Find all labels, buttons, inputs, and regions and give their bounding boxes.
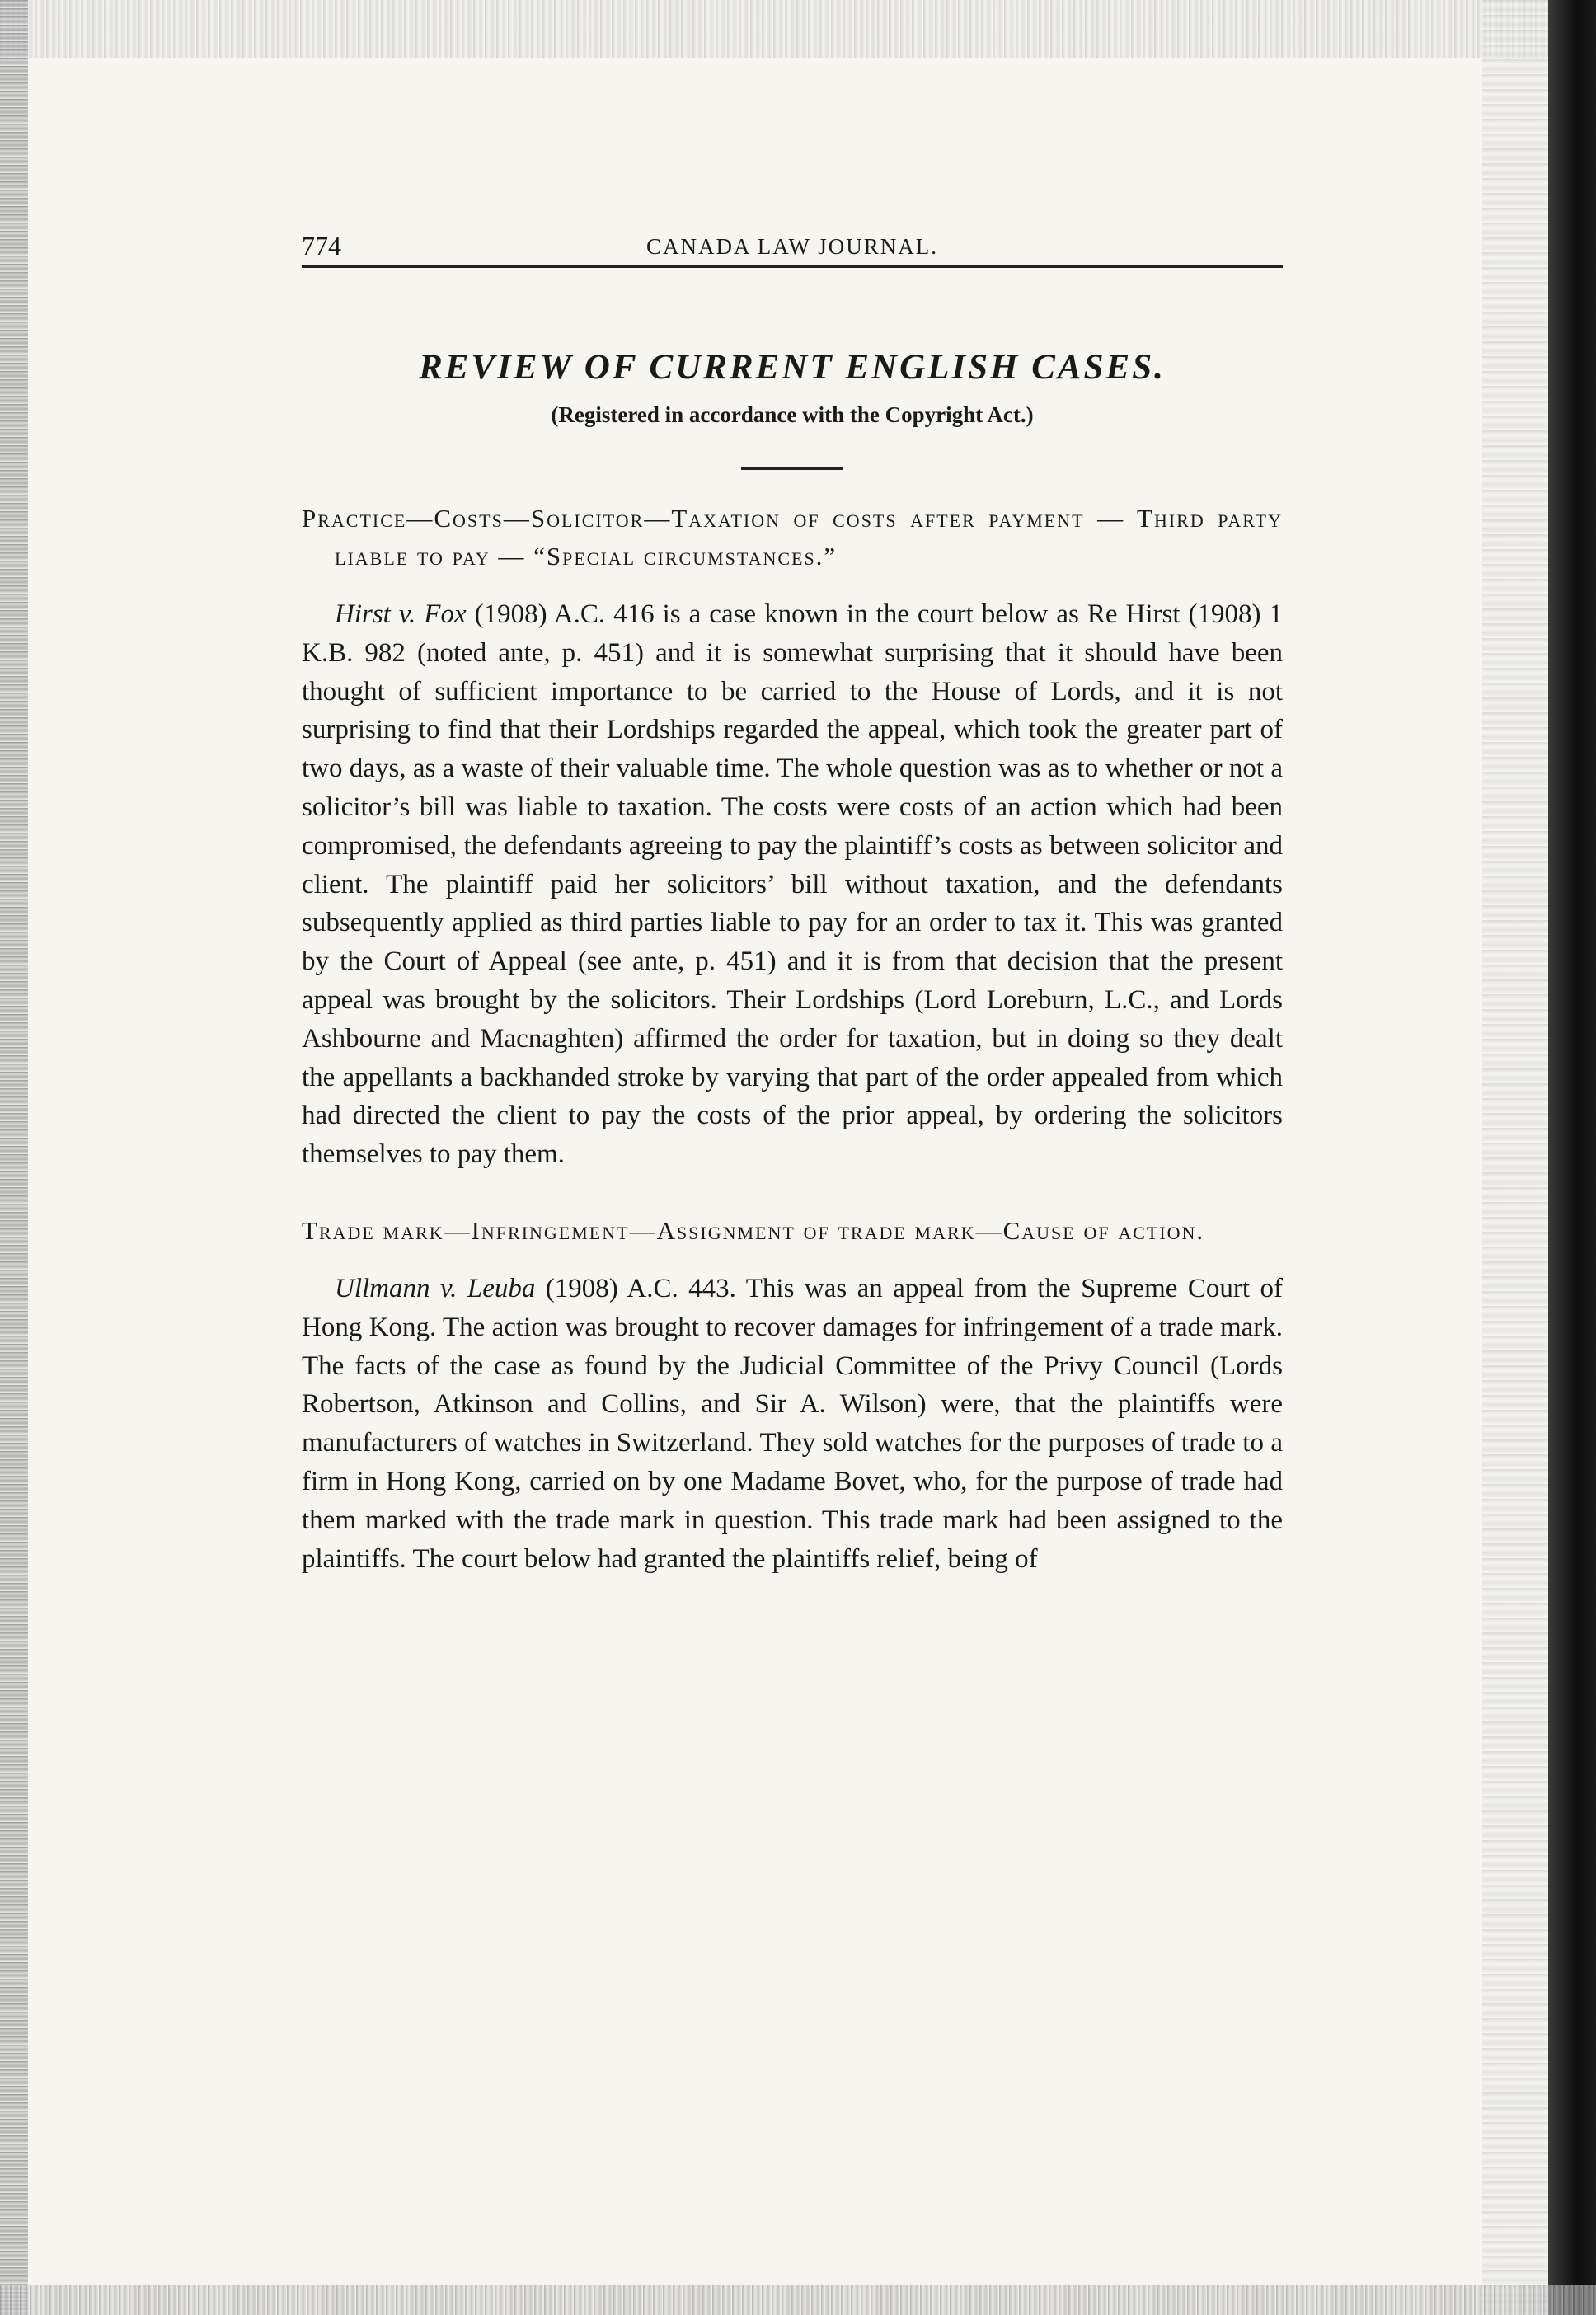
scan-edge-bottom	[0, 2285, 1596, 2315]
article-heading-trade-mark: Trade mark—Infringement—Assignment of trade mark—Cause of action.	[302, 1215, 1205, 1245]
section-subtitle: (Registered in accordance with the Copyright Act.)	[551, 402, 1034, 427]
section-divider	[741, 467, 843, 470]
article-text-hirst-v-fox: (1908) A.C. 416 is a case known in the court below as Re Hirst (1908) 1 K.B. 982 (noted ante, p. 451) and it is somewhat surprising that it should have been thought of sufficient importance to be carried to the House of Lords, and it is not surprising to find that their Lordships regarded the appeal, which took the greater part of two days, as a waste of their valuable time. The whole question was as to whether or not a solicitor’s bill was liable to taxation. The costs were costs of an action which had been compromised, the defendants agreeing to pay the plaintiff’s costs as between solicitor and client. The plaintiff paid her solicitors’ bill without taxation, and the defendants subsequently applied as third parties liable to pay for an order to tax it. This was granted by the Court of Appeal (see ante, p. 451) and it is from that decision that the present appeal was brought by the solicitors. Their Lordships (Lord Loreburn, L.C., and Lords Ashbourne and Macnaghten) affirmed the order for taxation, but in doing so they dealt the appellants a backhanded stroke by varying that part of the order appealed from which had directed the client to pay the costs of the prior appeal, by ordering the solicitors themselves to pay them.	[302, 599, 1284, 1170]
section-title: REVIEW OF CURRENT ENGLISH CASES.	[419, 348, 1166, 387]
journal-title: CANADA LAW JOURNAL.	[645, 234, 939, 259]
article-text-ullmann-v-leuba: (1908) A.C. 443. This was an appeal from the Supreme Court of Hong Kong. The action was brought to recover damages for infringement of a trade mark. The facts of the case as found by the Judicial Committee of the Privy Council (Lords Robertson, Atkinson and Collins, and Sir A. Wilson) were, that the plaintiffs were manufacturers of watches in Switzerland. They sold watches for the purposes of trade to a firm in Hong Kong, carried on by one Madame Bovet, who, for the purpose of trade had them marked with the trade mark in question. This trade mark had been assigned to the plaintiffs. The court below had granted the plaintiffs relief, being of	[302, 1273, 1283, 1574]
case-name-ullmann-v-leuba: Ullmann v. Leuba	[335, 1273, 536, 1303]
page-number: 774	[302, 231, 341, 261]
scan-edge-left	[0, 0, 28, 2315]
scan-edge-top	[0, 0, 1596, 58]
article-heading-practice-costs: Practice—Costs—Solicitor—Taxation of costs after payment — Third party liable to pay — “Special circumstances.”	[302, 504, 1283, 571]
scan-edge-right-haze	[1482, 0, 1548, 2315]
article-body-hirst-v-fox	[302, 595, 1283, 1174]
scan-edge-right	[1548, 0, 1596, 2315]
journal-page	[302, 216, 1283, 1605]
running-head	[302, 216, 1283, 268]
case-name-hirst-v-fox: Hirst v. Fox	[335, 599, 467, 629]
article-body-ullmann-v-leuba	[302, 1270, 1283, 1578]
